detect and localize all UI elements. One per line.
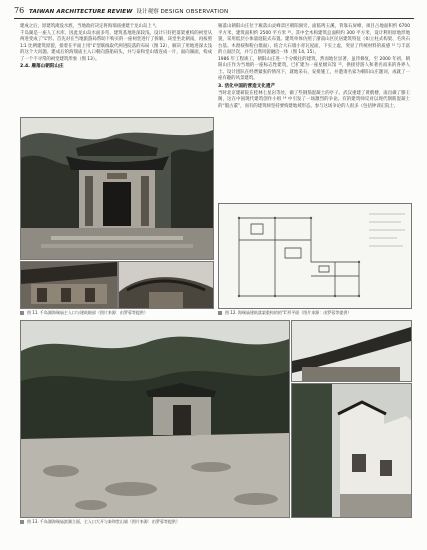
header-divider xyxy=(14,18,414,19)
left-paragraph-2: 千岛湖是一座人工水库，因此龙山岛水面多弯，建筑基地进深较浅，设计只好把落架重构的祠堂从两进变成了“L”形。首先对在当地旅游局帮助下购买的一座祠堂进行了拆解，该堂坐北朝南，再按照 1∶1 比例建筑原貌，接着在平面上用“L”型联线取代两进院落的布局（图 12），解决了用地进深太浅的这个大问题。建成后的海瑞庙主入口朝向游船码头，并与泰和堂山墙连成一片，面向湖面，构成了一个不寻常的祠堂建筑形象（图 13）。 xyxy=(20,30,212,62)
fig12-plan-drawing xyxy=(218,203,412,309)
l-shaped-plan-illustration xyxy=(219,204,411,308)
right-paragraph-1: 雁落山朝阳山庄位于雁落山灵峰景区朝阳洞旁，面临鸣玉溪，背靠石屏峰，项目占地面积约 6700 平方米，建筑面积约 2500 平方米 ¹⁰。其中全木构建筑总面积约 300 平方米，设计利用原地形地貌，采用低层小体量庭院式布置。建筑单体仿照了浙南山区民居建筑特征（如立柱式构架、毛块石台基、木窗棂和粉白墙面），结合大石墙小青瓦屋面，下实上虚，突显了传统材料的质感 ¹¹ 与丰富的立面层次，并与自然风貌融洽一体（图 14, 15）。 xyxy=(218,24,410,55)
fig13-roof-detail-photo xyxy=(291,320,412,382)
fig11-detail-photo-right xyxy=(118,261,214,309)
section-title-cn: 设计观察 xyxy=(136,9,159,15)
right-column-text xyxy=(218,24,410,110)
wooden-eave-detail-illustration xyxy=(21,262,117,308)
right-paragraph-2: 1986 年工程竣工，朝阳山庄进一个分级往的建筑，然而地位显著，虽待修复，至 2000 年初，朝阳山庄作为当地的一座标志性建筑，已扩建为一座星级宾馆 ¹²，供接待游人和著名而来的各界人士。设计团队在经费紧张的情况下，就地采石，安排施工，并邀请名家为朝阳山庄题词，成就了一座有趣的风景建筑。 xyxy=(218,56,410,81)
section-heading-2-4: 2.4. 雁落山朝阳山庄 xyxy=(20,64,64,69)
page-number: 76 xyxy=(14,6,25,15)
fig11-detail-photo-left xyxy=(20,261,118,309)
left-paragraph-1: 建成之后，原建筑淹没水底，当地政府决定将海瑞庙重建于龙山岛上 ⁸。 xyxy=(20,24,160,29)
section-heading-3: 3. 活化中国的营造文化遗产 xyxy=(218,83,276,89)
lakeside-temple-illustration xyxy=(21,321,289,517)
gable-wall-illustration xyxy=(292,384,411,517)
fig13-gable-wall-photo xyxy=(291,383,412,518)
caption-marker-icon xyxy=(218,311,222,315)
upturned-roof-illustration xyxy=(292,321,411,381)
roof-ridge-detail-illustration xyxy=(119,262,213,308)
fig13-caption: 图 13. 千岛湖海瑞庙滨湖立面，主入口大开与泰和堂山墙（图片来源：由罗蓉等提供） xyxy=(20,518,180,526)
magazine-name: TAIWAN ARCHITECTURE REVIEW xyxy=(28,9,133,15)
left-column-text xyxy=(20,24,212,71)
right-paragraph-3: 当时北京建研院在桂林七星岩等处，做了些钢筋混凝土的亭子。武汉重建了黄鹤楼，南昌做了滕王阁，这在中国现代建筑创作小组 ¹⁴ 中引发了一场激烈的争论。有的建筑师反对以现代钢筋混凝土的“假古董”，而有的建筑师坚持要构建地域形态。参与这场争论的人很多（包括钟训正院士、 xyxy=(218,90,410,109)
fig13-lakeside-photo xyxy=(20,320,290,518)
fig11-main-entrance-photo xyxy=(20,117,214,260)
fig12-caption: 图 12. 海瑞庙建筑落架重构的的“L”形平面（图片来源：由罗蓉等提供） xyxy=(218,309,351,317)
temple-entrance-illustration xyxy=(21,118,213,259)
caption-marker-icon xyxy=(20,520,24,524)
caption-marker-icon xyxy=(20,311,24,315)
fig11-caption: 图 11. 千岛湖海瑞庙主入口与建筑细部（图片来源：由罗蓉等提供） xyxy=(20,309,148,317)
page-header xyxy=(14,5,414,17)
section-title-en: DESIGN OBSERVATION xyxy=(160,9,229,15)
